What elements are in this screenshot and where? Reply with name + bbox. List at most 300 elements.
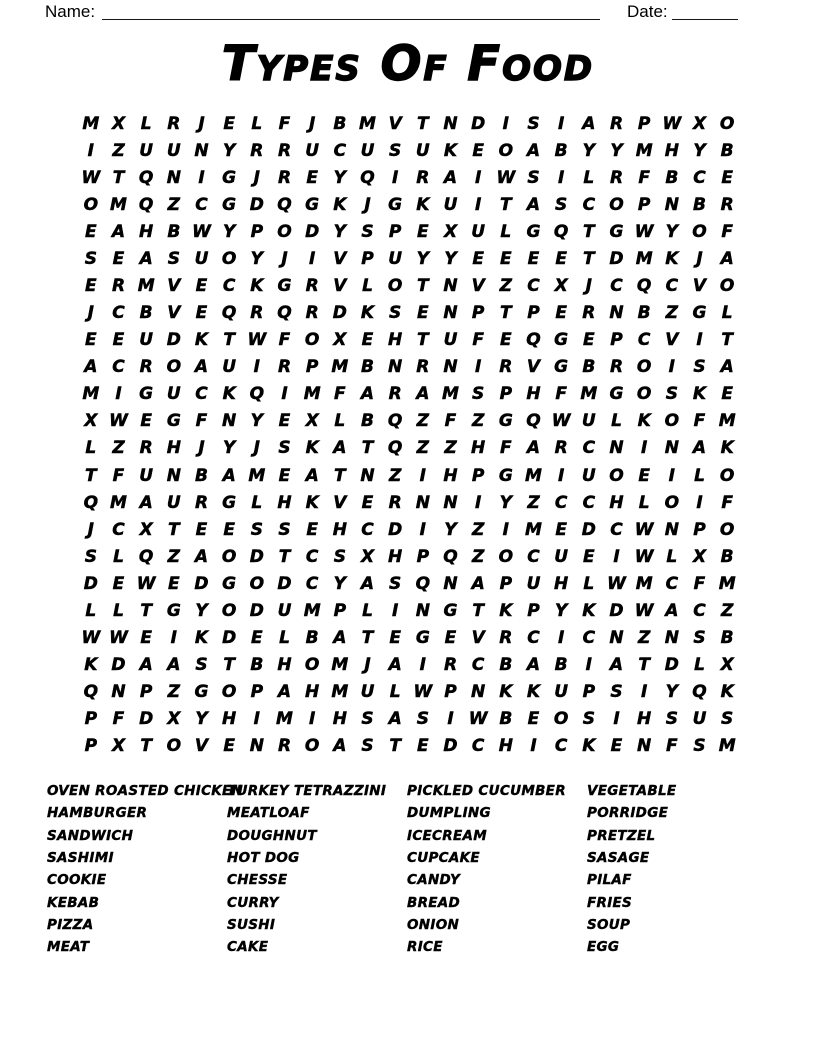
grid-letter: S: [693, 357, 706, 378]
grid-letter: L: [362, 600, 373, 621]
grid-letter: I: [474, 357, 482, 378]
grid-letter: B: [582, 357, 596, 378]
grid-letter: Z: [416, 438, 429, 459]
grid-letter: U: [166, 492, 181, 513]
grid-letter: X: [333, 330, 347, 351]
grid-letter: F: [666, 736, 678, 757]
grid-letter: U: [443, 330, 458, 351]
grid-letter: T: [334, 465, 346, 486]
grid-letter: Q: [138, 167, 154, 188]
grid-letter: P: [637, 194, 651, 215]
grid-letter: S: [389, 303, 402, 324]
grid-letter: M: [331, 682, 349, 703]
grid-letter: Z: [444, 438, 457, 459]
grid-letter: U: [360, 682, 375, 703]
grid-letter: T: [140, 600, 152, 621]
grid-letter: R: [388, 492, 402, 513]
grid-letter: P: [250, 221, 264, 242]
word-list-item: HAMBURGER: [47, 805, 148, 822]
grid-letter: M: [525, 465, 542, 486]
grid-letter: P: [499, 384, 513, 405]
grid-letter: L: [362, 276, 373, 296]
grid-letter: O: [498, 546, 514, 567]
word-list-item: SASHIMI: [47, 850, 114, 867]
grid-letter: A: [388, 709, 402, 730]
grid-letter: J: [87, 303, 94, 324]
grid-letter: C: [665, 573, 679, 594]
grid-letter: F: [112, 465, 125, 486]
grid-letter: M: [276, 709, 293, 730]
grid-letter: C: [112, 357, 125, 378]
grid-letter: X: [443, 221, 458, 242]
grid-letter: D: [388, 519, 403, 540]
grid-letter: H: [332, 519, 347, 540]
grid-letter: C: [195, 384, 208, 405]
grid-letter: H: [498, 736, 513, 757]
grid-letter: E: [555, 248, 567, 269]
grid-letter: O: [719, 465, 735, 486]
grid-letter: Q: [83, 492, 99, 513]
grid-letter: H: [139, 221, 154, 242]
grid-letter: F: [500, 438, 512, 459]
grid-letter: J: [198, 113, 205, 134]
grid-letter: O: [277, 221, 292, 242]
grid-letter: V: [471, 276, 485, 296]
grid-letter: I: [502, 519, 509, 540]
grid-letter: V: [471, 628, 485, 649]
grid-letter: E: [112, 573, 125, 594]
word-list-item: DUMPLING: [407, 805, 491, 822]
grid-letter: L: [251, 113, 263, 134]
grid-letter: U: [166, 384, 181, 405]
grid-letter: U: [139, 330, 154, 351]
grid-letter: L: [334, 411, 346, 432]
grid-letter: K: [499, 600, 513, 621]
grid-letter: G: [692, 303, 707, 324]
grid-letter: A: [333, 438, 347, 459]
word-search-grid: [77, 110, 741, 760]
grid-letter: I: [640, 682, 648, 703]
grid-letter: J: [281, 248, 288, 269]
grid-letter: W: [136, 573, 156, 594]
grid-letter: P: [610, 330, 623, 351]
grid-letter: X: [111, 736, 126, 757]
grid-letter: C: [195, 194, 208, 215]
grid-letter: L: [251, 492, 263, 513]
grid-letter: S: [361, 736, 374, 757]
grid-letter: B: [361, 357, 374, 378]
grid-letter: K: [333, 194, 347, 215]
grid-letter: O: [221, 682, 237, 703]
grid-letter: H: [166, 438, 181, 459]
grid-letter: T: [361, 628, 374, 649]
grid-letter: S: [167, 248, 180, 269]
grid-letter: M: [110, 194, 127, 215]
grid-letter: Z: [112, 140, 125, 161]
grid-letter: I: [308, 248, 316, 269]
grid-letter: I: [391, 167, 399, 188]
grid-letter: B: [250, 655, 264, 676]
grid-letter: R: [416, 167, 430, 188]
word-list-item: FRIES: [587, 894, 633, 911]
grid-letter: E: [721, 384, 733, 405]
grid-letter: U: [194, 248, 209, 269]
grid-letter: P: [693, 519, 706, 540]
grid-letter: H: [664, 140, 679, 161]
grid-letter: N: [194, 140, 209, 161]
grid-letter: E: [278, 411, 291, 432]
grid-letter: H: [388, 330, 403, 351]
grid-letter: G: [139, 384, 154, 405]
grid-letter: B: [499, 709, 513, 730]
grid-letter: E: [417, 736, 429, 757]
grid-letter: W: [81, 167, 101, 188]
grid-letter: Y: [444, 519, 457, 540]
grid-letter: K: [222, 384, 236, 405]
grid-letter: B: [720, 546, 734, 567]
word-list-item: OVEN ROASTED CHICKEN: [47, 783, 244, 799]
grid-letter: A: [443, 167, 458, 188]
grid-letter: K: [305, 492, 319, 513]
grid-letter: E: [583, 546, 595, 567]
grid-letter: Y: [195, 600, 208, 621]
grid-letter: E: [140, 628, 152, 649]
grid-letter: P: [471, 303, 485, 324]
grid-letter: T: [389, 736, 401, 757]
grid-letter: I: [557, 628, 565, 649]
grid-letter: O: [166, 736, 182, 757]
grid-letter: X: [554, 276, 568, 296]
grid-letter: X: [305, 411, 319, 432]
grid-letter: D: [111, 655, 126, 676]
grid-letter: M: [718, 736, 736, 757]
grid-letter: T: [721, 330, 733, 351]
grid-letter: Z: [471, 519, 485, 540]
grid-letter: X: [692, 546, 707, 567]
grid-letter: S: [361, 709, 374, 730]
grid-letter: Q: [692, 682, 707, 703]
grid-letter: W: [247, 330, 267, 351]
word-list-item: DOUGHNUT: [227, 827, 317, 844]
grid-letter: I: [170, 628, 177, 649]
grid-letter: M: [635, 573, 653, 594]
grid-letter: V: [692, 276, 707, 296]
grid-letter: Z: [637, 628, 651, 649]
grid-letter: E: [361, 330, 374, 351]
grid-letter: G: [194, 682, 209, 703]
grid-letter: H: [471, 438, 486, 459]
grid-letter: Y: [665, 221, 678, 242]
grid-letter: J: [364, 655, 371, 676]
word-list-item: SASAGE: [587, 850, 650, 867]
grid-letter: B: [333, 113, 347, 134]
grid-letter: L: [279, 628, 290, 649]
grid-letter: K: [720, 438, 734, 459]
grid-letter: D: [664, 655, 679, 676]
grid-letter: S: [278, 438, 291, 459]
grid-letter: E: [361, 492, 374, 513]
grid-letter: U: [581, 411, 596, 432]
grid-letter: D: [471, 113, 486, 134]
grid-letter: G: [166, 411, 181, 432]
grid-letter: G: [498, 465, 513, 486]
grid-letter: U: [443, 194, 458, 215]
grid-letter: Y: [333, 221, 346, 242]
grid-letter: Z: [167, 682, 180, 703]
grid-letter: C: [305, 573, 319, 594]
grid-letter: Y: [250, 248, 263, 269]
word-list-item: CHESSE: [227, 872, 288, 889]
grid-letter: W: [607, 573, 626, 594]
grid-letter: P: [361, 248, 374, 269]
grid-letter: U: [554, 682, 569, 703]
grid-letter: W: [192, 221, 211, 242]
grid-letter: T: [638, 655, 650, 676]
grid-letter: P: [333, 600, 347, 621]
word-list-item: ONION: [407, 917, 460, 934]
grid-letter: K: [526, 682, 541, 703]
grid-letter: C: [582, 628, 596, 649]
grid-letter: P: [139, 682, 153, 703]
grid-letter: D: [222, 628, 237, 649]
word-list-item: CANDY: [407, 872, 461, 889]
grid-letter: O: [692, 221, 707, 242]
word-list-item: VEGETABLE: [587, 783, 677, 799]
grid-letter: R: [499, 357, 513, 378]
grid-letter: B: [195, 465, 208, 486]
word-list-item: MEATLOAF: [227, 805, 310, 822]
grid-letter: V: [333, 248, 347, 269]
grid-letter: J: [198, 438, 205, 459]
grid-letter: Z: [720, 600, 734, 621]
grid-letter: R: [609, 357, 624, 378]
grid-letter: E: [583, 330, 595, 351]
grid-letter: A: [582, 113, 596, 134]
word-list-item: SANDWICH: [47, 827, 134, 844]
grid-letter: D: [249, 600, 264, 621]
grid-letter: I: [474, 492, 482, 513]
grid-letter: P: [84, 736, 98, 757]
grid-letter: R: [111, 276, 126, 296]
grid-letter: I: [613, 546, 620, 567]
grid-letter: S: [250, 519, 263, 540]
grid-letter: I: [613, 709, 620, 730]
grid-letter: E: [555, 519, 567, 540]
grid-letter: T: [417, 276, 429, 296]
grid-letter: A: [720, 248, 734, 269]
grid-letter: S: [582, 709, 595, 730]
grid-letter: W: [551, 411, 571, 432]
grid-letter: D: [609, 600, 624, 621]
word-list-item: KEBAB: [47, 894, 100, 911]
grid-letter: P: [527, 600, 540, 621]
grid-letter: E: [610, 736, 623, 757]
grid-letter: D: [139, 709, 154, 730]
grid-letter: S: [389, 140, 402, 161]
grid-letter: G: [222, 194, 237, 215]
grid-letter: G: [222, 167, 237, 188]
grid-letter: A: [526, 140, 541, 161]
grid-letter: Q: [526, 330, 541, 351]
grid-letter: B: [305, 628, 319, 649]
grid-letter: N: [664, 194, 679, 215]
grid-letter: H: [277, 492, 292, 513]
grid-letter: R: [499, 628, 513, 649]
grid-letter: P: [388, 221, 402, 242]
grid-letter: I: [474, 194, 482, 215]
grid-letter: O: [636, 384, 652, 405]
grid-letter: Y: [223, 140, 236, 161]
grid-letter: S: [472, 384, 485, 405]
grid-letter: Y: [223, 438, 236, 459]
grid-letter: G: [526, 221, 541, 242]
grid-letter: R: [609, 113, 624, 134]
grid-letter: R: [609, 167, 624, 188]
grid-letter: C: [361, 519, 374, 540]
grid-letter: S: [84, 546, 97, 567]
word-list-item: PRETZEL: [587, 827, 656, 844]
grid-letter: L: [85, 438, 97, 459]
grid-letter: T: [168, 519, 180, 540]
grid-letter: E: [168, 573, 180, 594]
grid-letter: I: [87, 140, 94, 161]
grid-letter: T: [140, 736, 152, 757]
grid-letter: A: [609, 655, 624, 676]
grid-letter: L: [638, 492, 650, 513]
grid-letter: Z: [416, 411, 429, 432]
grid-letter: W: [413, 682, 433, 703]
grid-letter: M: [137, 276, 155, 296]
grid-letter: A: [194, 546, 209, 567]
grid-letter: E: [527, 248, 540, 269]
grid-letter: R: [305, 276, 319, 296]
grid-letter: B: [167, 221, 181, 242]
grid-letter: O: [609, 194, 624, 215]
grid-letter: T: [417, 330, 429, 351]
grid-letter: T: [223, 330, 235, 351]
grid-letter: W: [109, 411, 128, 432]
grid-letter: E: [251, 628, 263, 649]
grid-letter: E: [500, 248, 512, 269]
grid-letter: G: [166, 600, 181, 621]
grid-letter: Q: [83, 682, 99, 703]
grid-letter: A: [665, 600, 679, 621]
grid-letter: T: [361, 438, 374, 459]
word-list-item: COOKIE: [47, 872, 107, 889]
grid-letter: Y: [610, 140, 623, 161]
grid-letter: B: [720, 140, 734, 161]
grid-letter: H: [609, 492, 624, 513]
grid-letter: C: [471, 736, 485, 757]
grid-letter: T: [85, 465, 97, 486]
grid-letter: K: [499, 682, 513, 703]
grid-letter: I: [198, 167, 205, 188]
name-blank-line: [102, 19, 600, 20]
grid-letter: K: [637, 411, 651, 432]
grid-letter: E: [85, 330, 97, 351]
grid-letter: S: [665, 709, 678, 730]
grid-letter: E: [223, 113, 235, 134]
grid-letter: E: [472, 248, 484, 269]
word-list-item: PIZZA: [47, 917, 94, 934]
grid-letter: O: [719, 113, 735, 134]
name-label: Name:: [45, 2, 96, 21]
grid-letter: C: [554, 492, 568, 513]
grid-letter: A: [194, 357, 209, 378]
grid-letter: Q: [636, 276, 652, 296]
grid-letter: I: [557, 113, 565, 134]
grid-letter: X: [139, 519, 153, 540]
grid-letter: I: [419, 519, 426, 540]
grid-letter: N: [609, 438, 624, 459]
grid-letter: F: [195, 411, 208, 432]
grid-letter: K: [305, 438, 319, 459]
grid-letter: J: [87, 519, 94, 540]
grid-letter: Y: [223, 221, 236, 242]
grid-letter: J: [308, 113, 316, 134]
grid-letter: I: [308, 709, 316, 730]
grid-letter: W: [634, 519, 654, 540]
grid-letter: V: [665, 330, 679, 351]
grid-letter: L: [666, 546, 678, 567]
grid-letter: F: [638, 167, 650, 188]
grid-letter: B: [361, 411, 374, 432]
grid-letter: N: [166, 167, 181, 188]
grid-letter: N: [637, 736, 652, 757]
grid-letter: F: [112, 709, 125, 730]
grid-letter: T: [500, 194, 512, 215]
grid-letter: W: [634, 600, 654, 621]
grid-letter: N: [609, 628, 624, 649]
grid-letter: N: [443, 573, 458, 594]
grid-letter: N: [443, 303, 458, 324]
grid-letter: R: [416, 357, 430, 378]
grid-letter: C: [527, 276, 540, 296]
grid-letter: S: [416, 709, 429, 730]
grid-letter: U: [305, 140, 320, 161]
grid-letter: K: [416, 194, 430, 215]
grid-letter: S: [195, 655, 208, 676]
grid-letter: Q: [249, 384, 265, 405]
grid-letter: Q: [138, 194, 154, 215]
grid-letter: X: [720, 655, 734, 676]
grid-letter: M: [82, 113, 100, 134]
grid-letter: V: [167, 303, 181, 324]
grid-letter: I: [696, 330, 703, 351]
grid-letter: A: [277, 682, 292, 703]
grid-letter: Q: [221, 303, 237, 324]
grid-letter: E: [85, 221, 97, 242]
grid-letter: E: [112, 248, 125, 269]
grid-letter: O: [221, 546, 237, 567]
grid-letter: C: [582, 438, 596, 459]
grid-letter: E: [112, 330, 125, 351]
grid-letter: P: [582, 682, 596, 703]
grid-letter: M: [525, 519, 542, 540]
grid-letter: K: [720, 682, 734, 703]
grid-letter: J: [585, 276, 592, 296]
grid-letter: T: [472, 600, 484, 621]
grid-letter: N: [249, 736, 264, 757]
grid-letter: E: [223, 736, 235, 757]
grid-letter: Z: [167, 194, 180, 215]
grid-letter: K: [360, 303, 375, 324]
grid-letter: R: [582, 303, 596, 324]
grid-letter: G: [388, 194, 403, 215]
grid-letter: U: [554, 546, 569, 567]
grid-letter: O: [387, 276, 403, 296]
grid-letter: E: [500, 330, 512, 351]
